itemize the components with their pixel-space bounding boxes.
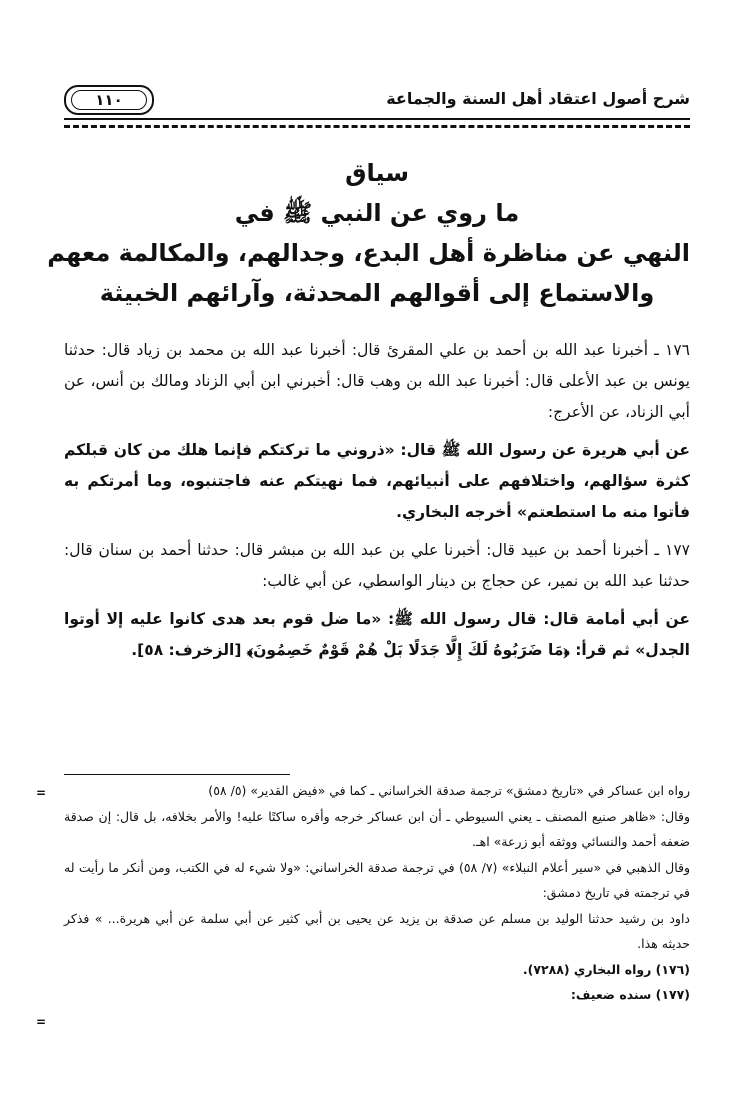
footnote-line: رواه ابن عساكر في «تاريخ دمشق» ترجمة صدقة الخراساني ـ كما في «فيض القدير» (٥/ ٥٨) [208,783,690,798]
main-text [64,335,690,666]
footnotes [64,778,690,1008]
hadith-177-chain: ١٧٧ ـ أخبرنا أحمد بن عبيد قال: أخبرنا علي بن عبد الله بن مبشر قال: حدثنا أحمد بن سنان قال: حدثنا عبد الله بن نمير، عن حجاج بن دينار الواسطي، عن أبي غالب: [64,541,690,590]
title-line-1: سياق [345,159,409,187]
title-line-2: ما روي عن النبي ﷺ في [234,199,520,227]
chapter-title [47,153,690,313]
footnote-line: داود بن رشيد حدثنا الوليد بن مسلم عن صدقة بن يزيد عن يحيى بن أبي كثير عن أبي سلمة عن أبي هريرة... » فذكر حديثه هذا. [64,910,690,951]
page-header [64,83,690,117]
running-title: شرح أصول اعتقاد أهل السنة والجماعة [386,89,690,108]
header-dashed-rule [64,125,690,128]
continuation-end-marker: = [36,1015,47,1029]
page-number-badge [64,85,154,115]
continuation-marker: = [36,786,47,800]
title-line-4: والاستماع إلى أقوالهم المحدثة، وآرائهم الخبيثة [99,279,655,307]
footnote-line: وقال: «ظاهر صنيع المصنف ـ يعني السيوطي ـ أن ابن عساكر خرجه وأقره ساكتًا عليه! والأمر بخلافه، بل قال: إن صدقة ضعفه أحمد والنسائي ووثقه أبو زرعة» اهـ. [64,808,690,849]
header-rule [64,118,690,120]
footnote-line: وقال الذهبي في «سير أعلام النبلاء» (٧/ ٥٨) في ترجمة صدقة الخراساني: «ولا شيء له في الكتب، ومن أنكر ما رأيت له في ترجمته في تاريخ دمشق: [64,859,691,900]
hadith-176-chain: ١٧٦ ـ أخبرنا عبد الله بن أحمد بن علي المقرئ قال: أخبرنا عبد الله بن محمد بن زياد قال: حدثنا يونس بن عبد الأعلى قال: أخبرنا عبد الله بن وهب قال: أخبرني ابن أبي الزناد ومالك بن أنس، عن أبي الزناد، عن الأعرج: [64,341,690,421]
footnote-separator [64,774,290,775]
hadith-176-text: عن أبي هريرة عن رسول الله ﷺ قال: «ذروني ما تركتكم فإنما هلك من كان قبلكم كثرة سؤالهم، واختلافهم على أنبيائهم، فما نهيتكم عنه فاجتنبوه، وما أمرتكم به فأتوا منه ما استطعتم» أخرجه البخاري. [64,441,690,521]
title-line-3: النهي عن مناظرة أهل البدع، وجدالهم، والمكالمة معهم [47,239,690,267]
hadith-177-text: عن أبي أمامة قال: قال رسول الله ﷺ: «ما ضل قوم بعد هدى كانوا عليه إلا أوتوا الجدل» ثم قرأ: ﴿مَا ضَرَبُوهُ لَكَ إِلَّا جَدَلًا بَلْ هُمْ قَوْمٌ خَصِمُونَ﴾ [الزخرف: ٥٨]. [64,610,690,659]
page-number: ١١٠ [71,90,147,110]
footnote-177: (١٧٧) سنده ضعيف: [570,987,690,1002]
footnote-176: (١٧٦) رواه البخاري (٧٢٨٨). [522,961,690,977]
